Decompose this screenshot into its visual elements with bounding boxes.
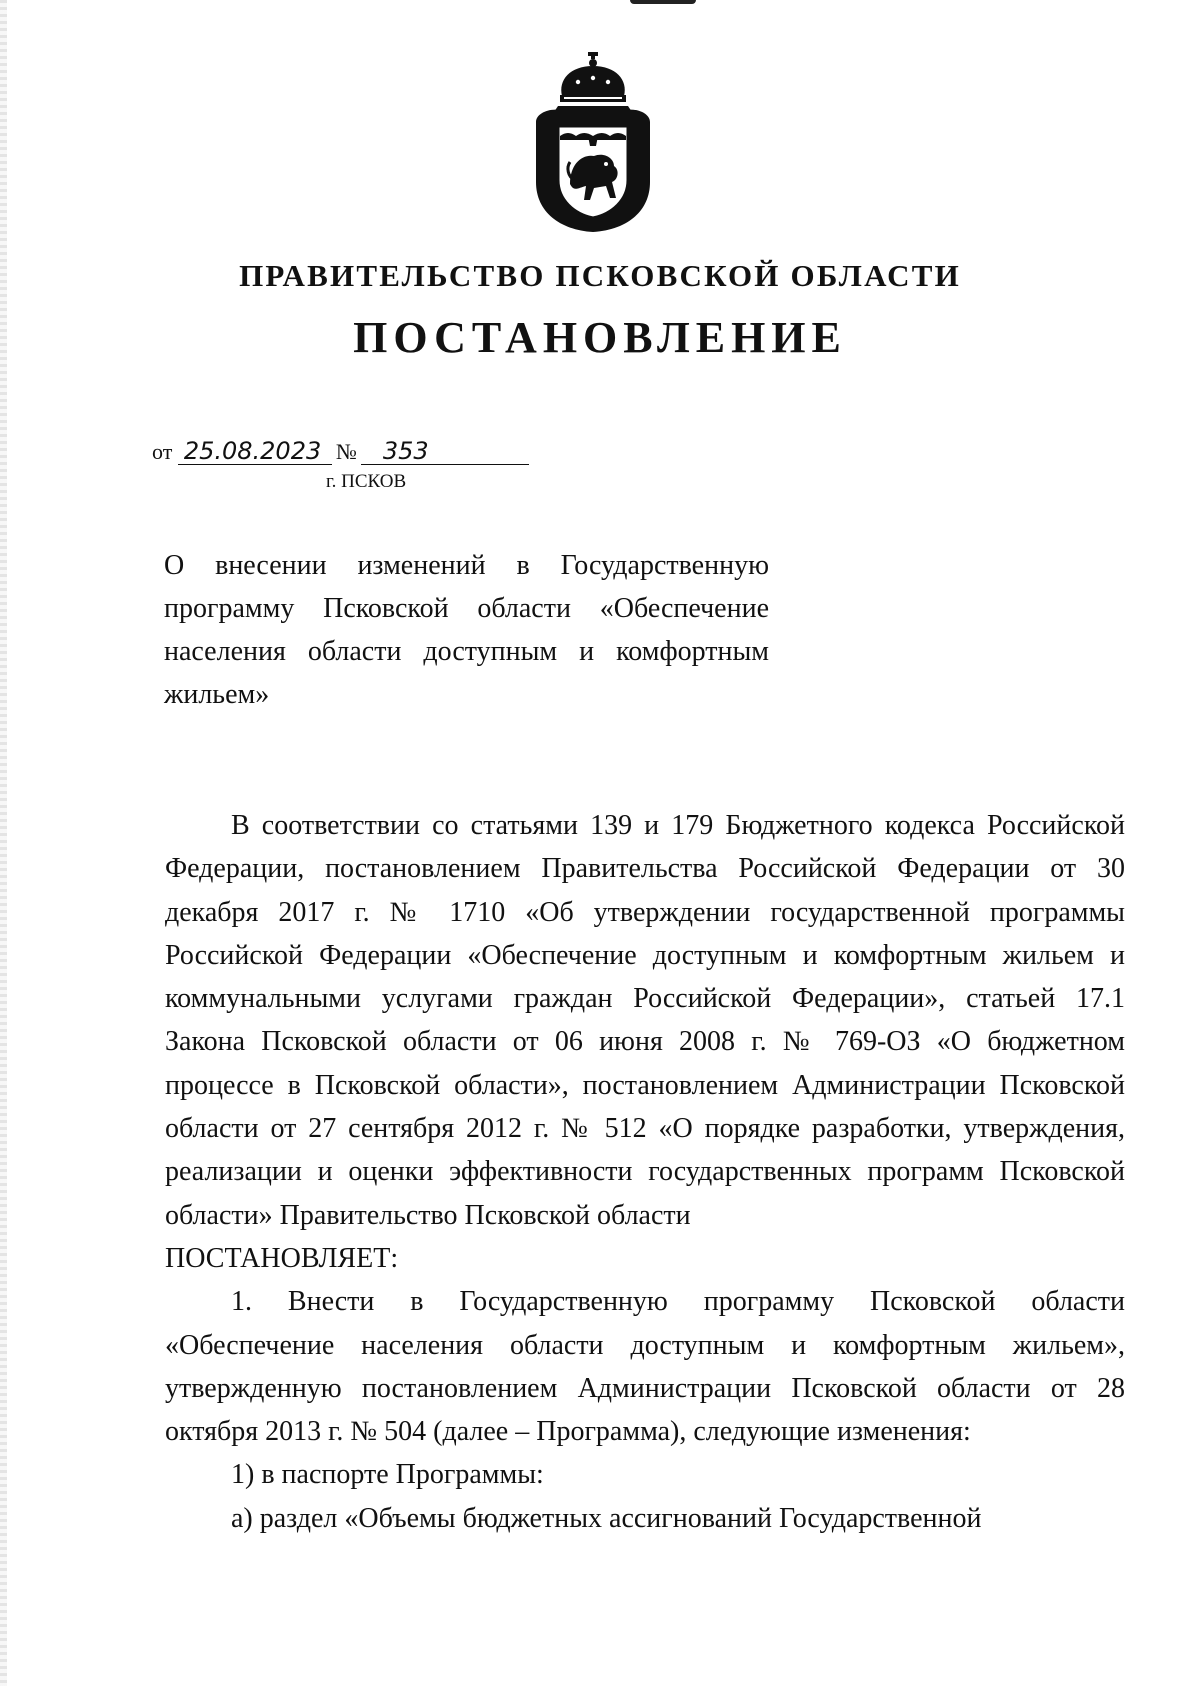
scan-artifact — [630, 0, 696, 4]
resolves-heading: ПОСТАНОВЛЯЕТ: — [165, 1242, 399, 1274]
document-type: ПОСТАНОВЛЕНИЕ — [353, 313, 847, 362]
item-1-1-paragraph: 1) в паспорте Программы: — [231, 1459, 544, 1491]
number-prefix: № — [335, 439, 357, 464]
document-subject: О внесении изменений в Государственную программу Псковской области «Обеспечение населения области доступным и комфортным жильем» — [164, 550, 769, 710]
preamble-paragraph: В соответствии со статьями 139 и 179 Бюджетного кодекса Российской Федерации, постановлением Правительства Российской Федерации от 30 декабря 2017 г. № 1710 «Об утверждении государственной программы Российской Федерации «Обеспечение доступным и комфортным жильем и коммунальными услугами граждан Российской Федерации», статьей 17.1 Закона Псковской области от 06 июня 2008 г. № 769-ОЗ «О бюджетном процессе в Псковской области», постановлением Администрации Псковской области от 27 сентября 2012 г. № 512 «О порядке разработки, утверждения, реализации и оценки эффективности государственных программ Псковской области» Правительство Псковской области — [165, 810, 1125, 1231]
document-number: 353 — [361, 438, 529, 465]
item-1-paragraph: 1. Внести в Государственную программу Псковской области «Обеспечение населения области доступным и комфортным жильем», утвержденную постановлением Администрации Псковской области от 28 октября 2013 г. № 504 (далее – Программа), следующие изменения: — [165, 1286, 1125, 1448]
document-city: г. ПСКОВ — [326, 471, 407, 492]
scan-edge — [0, 0, 7, 1686]
document-date: 25.08.2023 — [178, 438, 332, 465]
coat-of-arms-icon — [530, 52, 656, 234]
document-body — [165, 804, 1125, 1540]
date-number-line — [152, 438, 529, 465]
item-1-1-a-paragraph: а) раздел «Объемы бюджетных ассигнований Государственной — [231, 1502, 982, 1534]
government-name: ПРАВИТЕЛЬСТВО ПСКОВСКОЙ ОБЛАСТИ — [239, 258, 961, 293]
date-prefix: от — [152, 439, 173, 464]
